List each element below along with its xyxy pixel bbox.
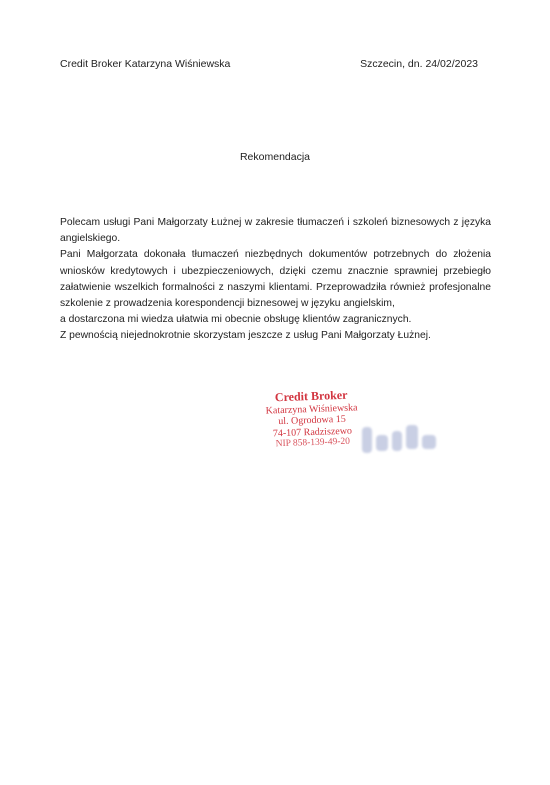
stamp-street: ul. Ogrodowa 15 <box>278 413 346 428</box>
letter-body <box>60 215 491 345</box>
paragraph-recommendation: Polecam usługi Pani Małgorzaty Łużnej w zakresie tłumaczeń i szkoleń biznesowych z języka angielskiego. <box>60 217 491 245</box>
paragraph-closing: Z pewnością niejednokrotnie skorzystam jeszcze z usług Pani Małgorzaty Łużnej. <box>60 330 431 342</box>
stamp-nip: NIP 858-139-49-20 <box>275 436 351 450</box>
sender-name: Credit Broker Katarzyna Wiśniewska <box>60 58 231 70</box>
stamp-city: 74-107 Radziszewo <box>272 425 353 439</box>
place-and-date: Szczecin, dn. 24/02/2023 <box>360 58 478 70</box>
paragraph-details-end: a dostarczona mi wiedza ułatwia mi obecnie obsługę klientów zagranicznych. <box>60 314 412 326</box>
blurred-signature <box>362 421 440 459</box>
stamp-name: Katarzyna Wiśniewska <box>265 401 358 417</box>
paragraph-details: Pani Małgorzata dokonała tłumaczeń niezbędnych dokumentów potrzebnych do złożenia wniosków kredytowych i ubezpieczeniowych, dzięki czemu znacznie sprawniej przebiegło załatwienie wszelkich formalności z naszymi klientami. Przeprowadziła również profesjonalne szkolenie z prowadzenia korespondencji biznesowej w języku angielskim, <box>60 249 491 310</box>
stamp-title: Credit Broker <box>274 387 348 405</box>
document-title: Rekomendacja <box>239 151 311 163</box>
company-stamp <box>251 389 373 452</box>
